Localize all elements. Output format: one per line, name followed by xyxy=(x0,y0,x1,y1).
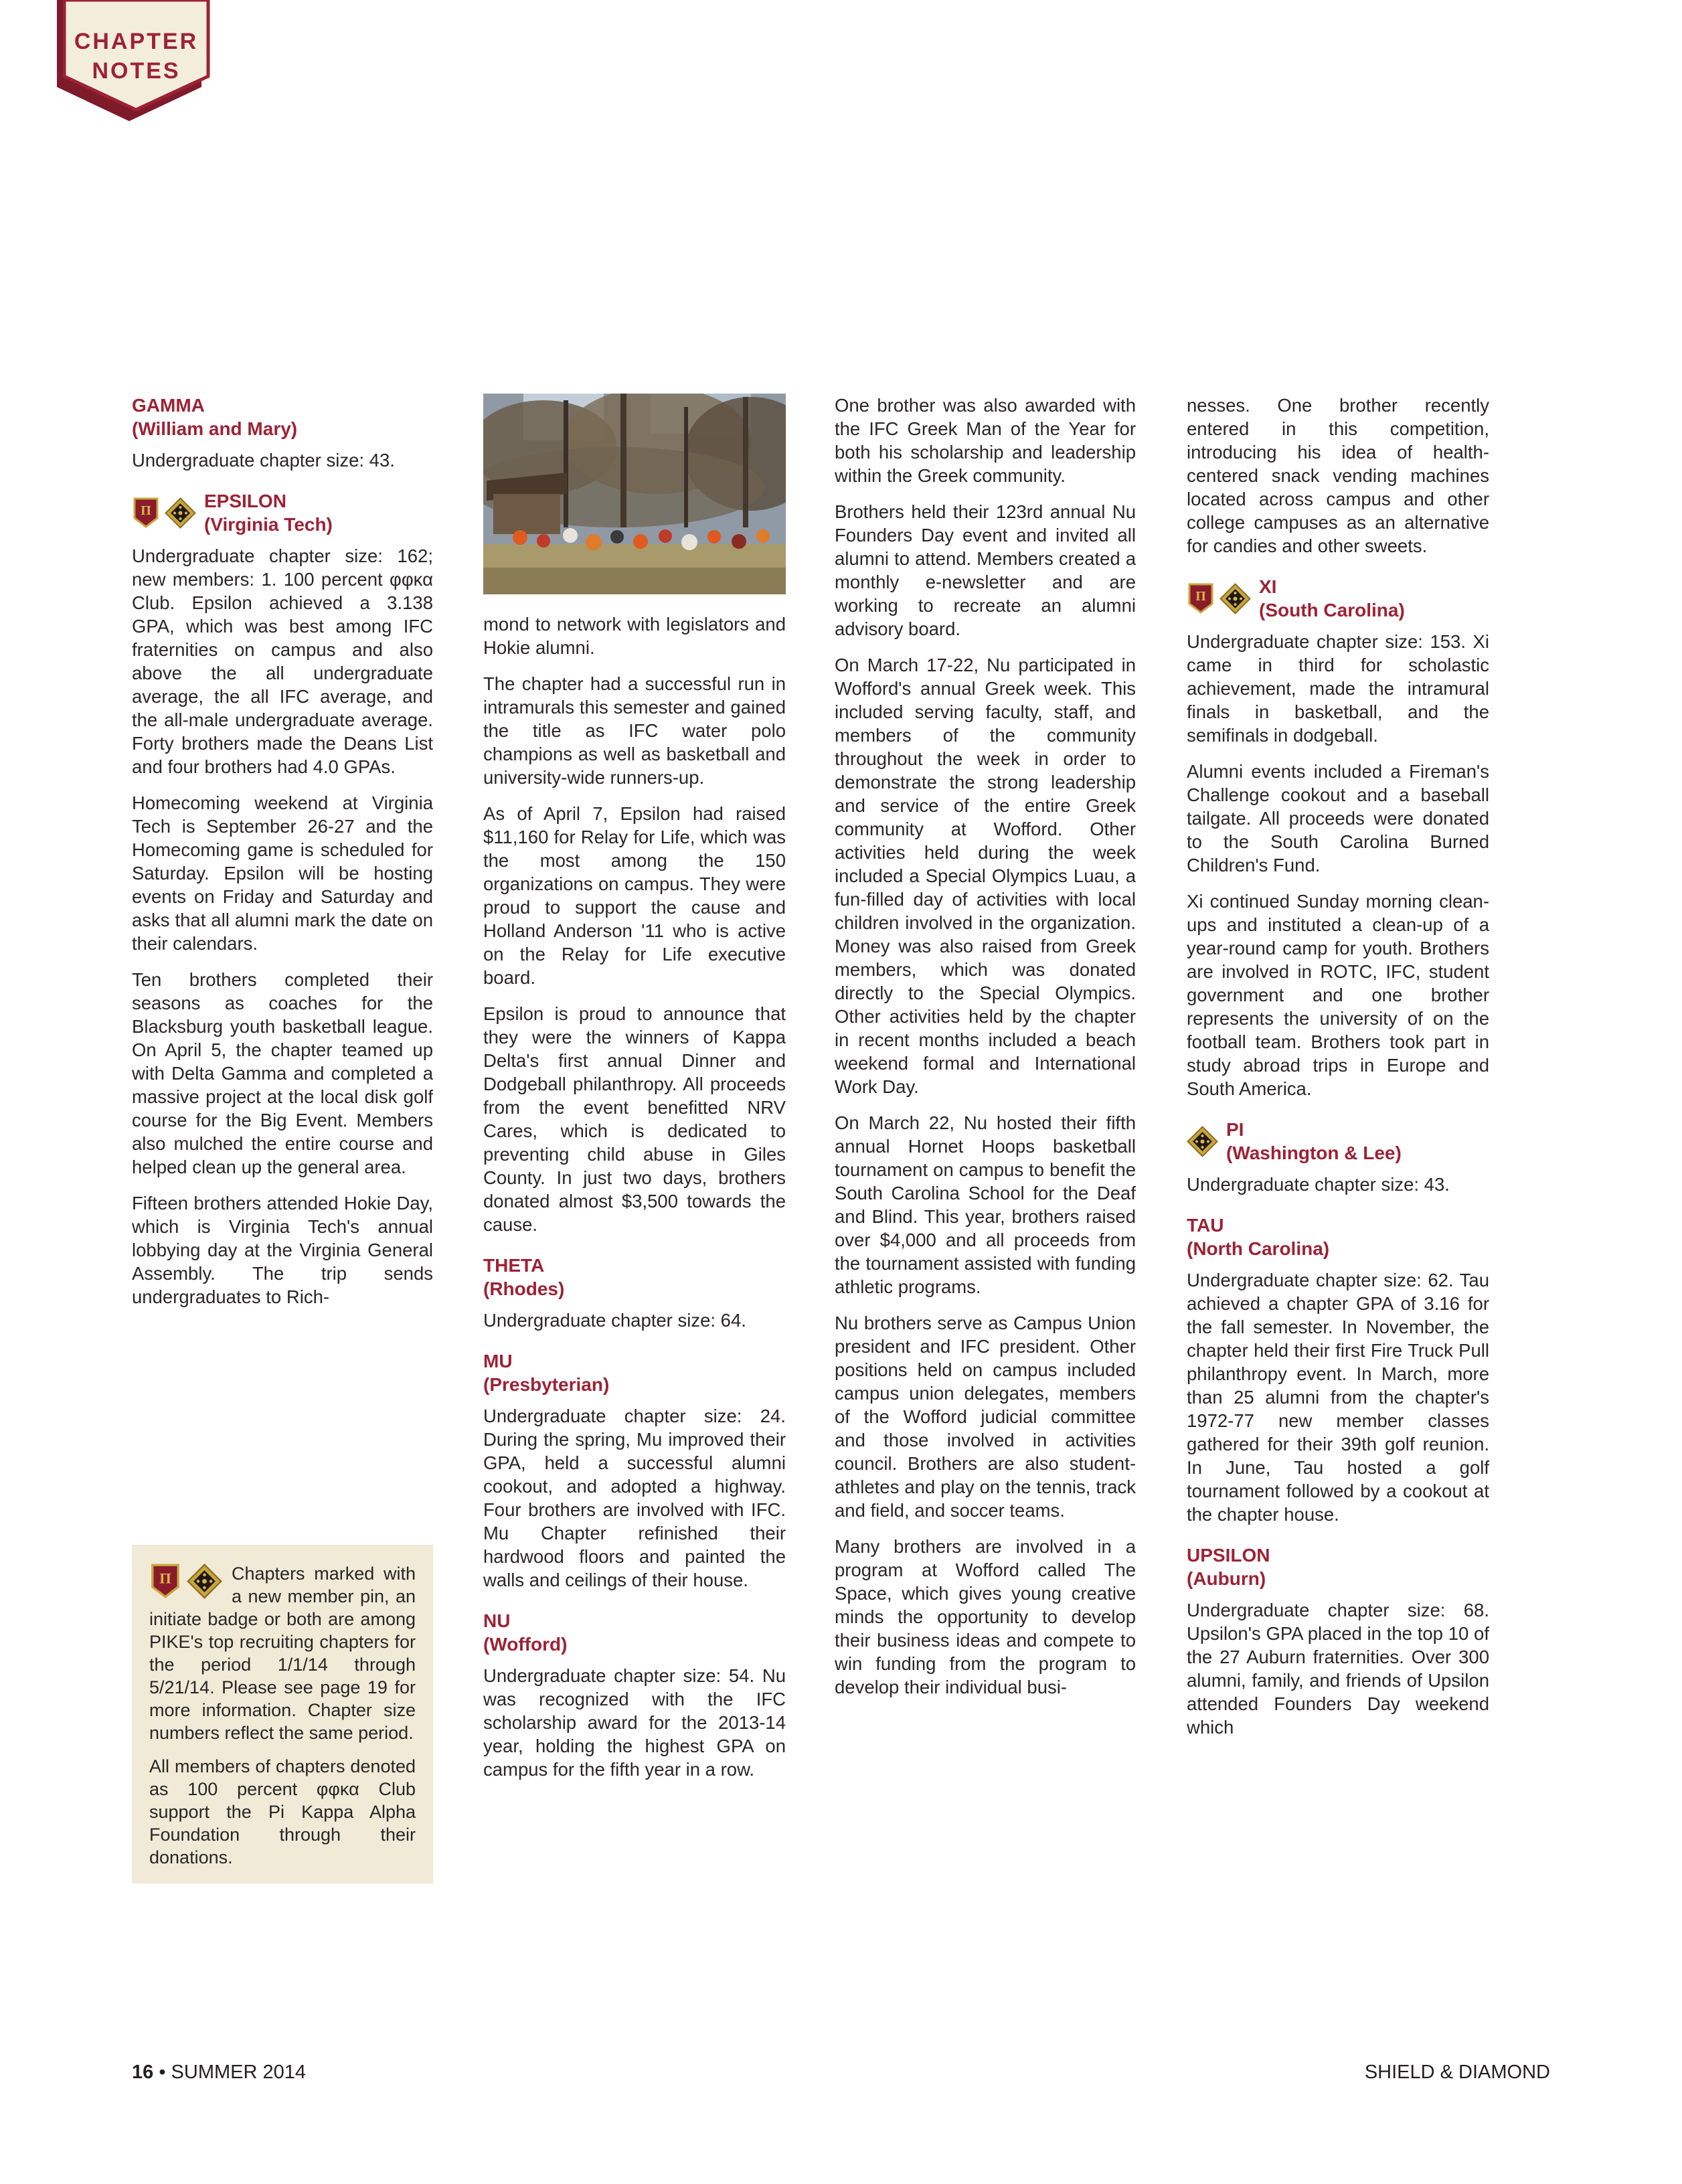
chapter-heading-gamma xyxy=(132,394,433,440)
paragraph: Undergraduate chapter size: 43. xyxy=(132,450,395,471)
paragraph: On March 17-22, Nu participated in Wofford's annual Greek week. This included serving faculty, staff, and members of the community throughout the week in order to demonstrate the strong leadership and service of the entire Greek community at Wofford. Other activities held during the week included a Special Olympics Luau, a fun-filled day of activities with local children involved in the organization. Money was also raised from Greek members, which was donated directly to the Special Olympics. Other activities held by the chapter in recent months included a beach weekend formal and International Work Day. xyxy=(835,655,1136,1097)
column-1 xyxy=(132,394,433,1321)
paragraph: As of April 7, Epsilon had raised $11,160 for Relay for Life, which was the most among the 150 organizations on campus. They were proud to support the cause and Holland Anderson '11 who is active on the Relay for Life executive board. xyxy=(483,803,786,988)
paragraph: Fifteen brothers attended Hokie Day, which is Virginia Tech's annual lobbying day at the Virginia General Assembly. The trip sends undergraduates to Rich- xyxy=(132,1193,433,1307)
paragraph: One brother was also awarded with the IFC Greek Man of the Year for both his scholarship and leadership within the Greek community. xyxy=(835,395,1136,486)
initiate-badge-icon xyxy=(165,497,196,529)
column-2 xyxy=(483,612,786,1794)
new-member-pin-icon xyxy=(132,497,160,529)
paragraph: Undergraduate chapter size: 162; new members: 1. 100 percent φφκα Club. Epsilon achieved a 3.138 GPA, which was best among IFC fraternities on campus and also above the all undergraduate average, the all IFC average, and the all-male undergraduate average. Forty brothers made the Deans List and four brothers had 4.0 GPAs. xyxy=(132,545,433,777)
chapter-award-icons xyxy=(1187,1126,1218,1157)
note-paragraph xyxy=(149,1562,416,1744)
recruiting-note-box xyxy=(132,1545,433,1883)
chapter-school: (Virginia Tech) xyxy=(204,514,333,535)
chapter-heading-tau xyxy=(1187,1213,1489,1260)
chapter-name: MU xyxy=(483,1351,513,1371)
initiate-badge-icon xyxy=(1220,583,1251,614)
issue-label: • SUMMER 2014 xyxy=(153,2062,306,2083)
chapter-school: (Presbyterian) xyxy=(483,1374,610,1395)
page-number: 16 xyxy=(132,2062,154,2083)
paragraph: Alumni events included a Fireman's Challenge cookout and a baseball tailgate. All proceeds were donated to the South Carolina Burned Children's Fund. xyxy=(1187,761,1489,875)
chapter-heading-nu xyxy=(483,1609,786,1656)
paragraph: mond to network with legislators and Hokie alumni. xyxy=(483,614,786,658)
chapter-heading-pi xyxy=(1187,1118,1489,1165)
paragraph: Epsilon is proud to announce that they were the winners of Kappa Delta's first annual Dinner and Dodgeball philanthropy. All proceeds from the event benefitted NRV Cares, which is dedicated to preventing child abuse in Giles County. In just two days, brothers donated almost $3,500 towards the cause. xyxy=(483,1003,786,1235)
chapter-name: XI xyxy=(1259,576,1277,597)
column-3 xyxy=(835,394,1136,1711)
chapter-school: (South Carolina) xyxy=(1259,600,1405,620)
paragraph: Undergraduate chapter size: 68. Upsilon's GPA placed in the top 10 of the 27 Auburn fraternities. Over 300 alumni, family, and friends of Upsilon attended Founders Day weekend which xyxy=(1187,1600,1489,1738)
chapter-name: THETA xyxy=(483,1255,545,1276)
paragraph: Undergraduate chapter size: 24. During the spring, Mu improved their GPA, held a successful alumni cookout, and adopted a highway. Four brothers are involved with IFC. Mu Chapter refinished their hardwood floors and painted the walls and ceilings of their house. xyxy=(483,1406,786,1590)
paragraph: Brothers held their 123rd annual Nu Founders Day event and invited all alumni to attend. Members created a monthly e-newsletter and are working to recreate an alumni advisory board. xyxy=(835,501,1136,639)
paragraph: Undergraduate chapter size: 64. xyxy=(483,1310,746,1331)
chapter-heading-theta xyxy=(483,1254,786,1300)
paragraph: The chapter had a successful run in intramurals this semester and gained the title as IFC water polo champions as well as basketball and university-wide runners-up. xyxy=(483,673,786,788)
chapter-school: (Washington & Lee) xyxy=(1226,1143,1402,1163)
event-photo xyxy=(483,394,786,594)
chapter-name: EPSILON xyxy=(204,491,286,511)
chapter-name: TAU xyxy=(1187,1215,1224,1236)
new-member-pin-icon xyxy=(1187,583,1215,614)
chapter-name: UPSILON xyxy=(1187,1545,1270,1566)
initiate-badge-icon xyxy=(1187,1126,1218,1157)
note-paragraph: All members of chapters denoted as 100 percent φφκα Club support the Pi Kappa Alpha Foundation through their donations. xyxy=(149,1756,416,1867)
column-4 xyxy=(1187,394,1489,1752)
chapter-school: (North Carolina) xyxy=(1187,1238,1330,1259)
paragraph: Ten brothers completed their seasons as coaches for the Blacksburg youth basketball league. On April 5, the chapter teamed up with Delta Gamma and completed a massive project at the local disk golf course for the Big Event. Members also mulched the entire course and helped clean up the general area. xyxy=(132,969,433,1177)
paragraph: Many brothers are involved in a program at Wofford called The Space, which gives young creative minds the opportunity to develop their business ideas and compete to win funding from the program to develop their individual busi- xyxy=(835,1536,1136,1697)
footer-left xyxy=(132,2062,306,2084)
page-footer xyxy=(132,2062,1550,2084)
paragraph: nesses. One brother recently entered in this competition, introducing his idea of health-centered snack vending machines located across campus and other college campuses as an alternative for candies and other sweets. xyxy=(1187,395,1489,556)
paragraph: Undergraduate chapter size: 62. Tau achieved a chapter GPA of 3.16 for the fall semester. In November, the chapter held their first Fire Truck Pull philanthropy event. In March, more than 25 alumni from the chapter's 1972-77 new member classes gathered for their 39th golf reunion. In June, Tau hosted a golf tournament followed by a cookout at the chapter house. xyxy=(1187,1270,1489,1525)
initiate-badge-icon xyxy=(187,1564,222,1599)
banner-title-line2: NOTES xyxy=(92,58,181,84)
paragraph: Homecoming weekend at Virginia Tech is September 26-27 and the Homecoming game is scheduled for Saturday. Epsilon will be hosting events on Friday and Saturday and asks that all alumni mark the date on their calendars. xyxy=(132,792,433,954)
chapter-award-icons xyxy=(132,497,196,529)
magazine-title: SHIELD & DIAMOND xyxy=(1364,2062,1550,2083)
chapter-name: PI xyxy=(1226,1119,1244,1140)
chapter-school: (Wofford) xyxy=(483,1634,568,1655)
chapter-heading-mu xyxy=(483,1349,786,1396)
paragraph: Undergraduate chapter size: 43. xyxy=(1187,1174,1450,1195)
banner-title xyxy=(64,27,208,86)
chapter-name: NU xyxy=(483,1610,511,1631)
chapter-name: GAMMA xyxy=(132,395,205,416)
paragraph: On March 22, Nu hosted their fifth annual Hornet Hoops basketball tournament on campus to benefit the South Carolina School for the Deaf and Blind. This year, brothers raised over $4,000 and all proceeds from the tournament assisted with funding athletic programs. xyxy=(835,1112,1136,1297)
note-box-icons xyxy=(149,1564,222,1599)
chapter-heading-upsilon xyxy=(1187,1543,1489,1590)
chapter-school: (William and Mary) xyxy=(132,418,298,439)
chapter-heading-xi xyxy=(1187,575,1489,622)
chapter-school: (Auburn) xyxy=(1187,1568,1266,1589)
new-member-pin-icon xyxy=(149,1564,181,1599)
chapter-award-icons xyxy=(1187,583,1251,614)
banner-title-line1: CHAPTER xyxy=(74,29,199,54)
paragraph: Nu brothers serve as Campus Union president and IFC president. Other positions held on campus included campus union delegates, members of the Wofford judicial committee and those involved in activities council. Brothers are also student-athletes and play on the tennis, track and field, and soccer teams. xyxy=(835,1313,1136,1521)
chapter-heading-epsilon xyxy=(132,489,433,536)
paragraph: Undergraduate chapter size: 153. Xi came in third for scholastic achievement, made the intramural finals in basketball, and the semifinals in dodgeball. xyxy=(1187,631,1489,746)
paragraph: Xi continued Sunday morning clean-ups and instituted a clean-up of a year-round camp for youth. Brothers are involved in ROTC, IFC, student government and one brother represents the university of on the football team. Brothers took part in study abroad trips in Europe and South America. xyxy=(1187,891,1489,1099)
chapter-school: (Rhodes) xyxy=(483,1278,565,1299)
note-text: Chapters marked with a new member pin, an initiate badge or both are among PIKE's top recruiting chapters for the period 1/1/14 through 5/21/14. Please see page 19 for more information. Chapter size numbers reflect the same period. xyxy=(149,1564,416,1743)
paragraph: Undergraduate chapter size: 54. Nu was recognized with the IFC scholarship award for the 2013-14 year, holding the highest GPA on campus for the fifth year in a row. xyxy=(483,1665,786,1780)
